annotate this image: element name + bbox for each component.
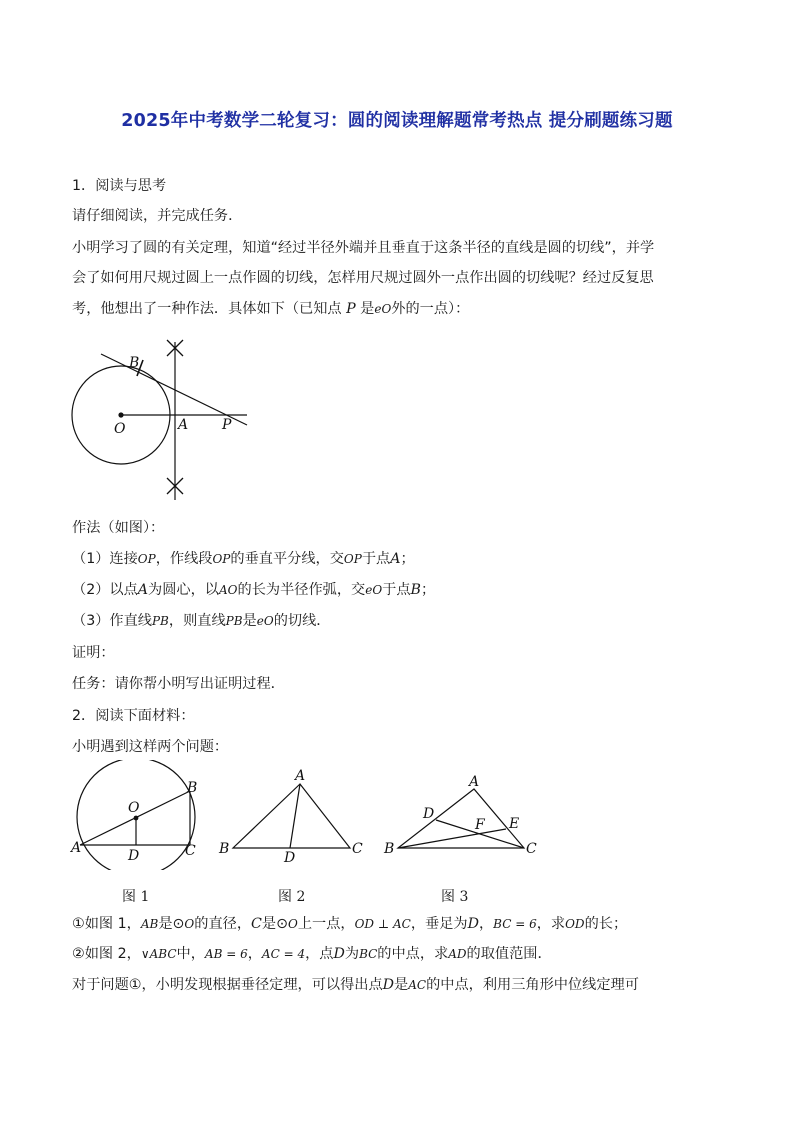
figure-2 <box>218 768 363 866</box>
caption-figure-2: 图 2 <box>278 889 306 905</box>
fig1-label-b: B <box>187 780 198 796</box>
fig1-label-o: O <box>128 800 140 816</box>
problem-1: ①如图 1，AB是⊙O的直径，C是⊙O上一点，OD ⊥ AC，垂足为D，BC = 6，求OD的长； <box>72 916 628 932</box>
fig3-label-f: F <box>475 817 485 833</box>
fig3-label-e: E <box>509 816 520 832</box>
q1-paragraph-line-3: 考，他想出了一种作法．具体如下（已知点 P 是eO外的一点）： <box>72 301 470 317</box>
fig1-label-a: A <box>71 840 82 856</box>
q1-paragraph-line-2: 会了如何用尺规过圆上一点作圆的切线，怎样用尺规过圆外一点作出圆的切线呢？经过反复思 <box>72 270 654 286</box>
fig3-triangle-abc <box>398 789 524 848</box>
caption-figure-3: 图 3 <box>441 889 469 905</box>
figure-1 <box>69 760 197 870</box>
q1-paragraph-line-1: 小明学习了圆的有关定理，知道“经过半径外端并且垂直于这条半径的直线是圆的切线”，并学 <box>72 240 655 256</box>
q1-intro: 请仔细阅读，并完成任务． <box>72 208 243 224</box>
fig1-center-o <box>134 816 139 821</box>
fig2-median-ad <box>290 784 300 848</box>
fig3-label-a: A <box>469 774 480 790</box>
proof-label: 证明： <box>72 645 115 661</box>
fig2-label-a: A <box>295 768 306 784</box>
label-a: A <box>178 417 189 433</box>
step-2: （2）以点A为圆心，以AO的长为半径作弧，交eO于点B； <box>72 582 436 598</box>
caption-figure-1: 图 1 <box>122 889 150 905</box>
step-1: （1）连接OP，作线段OP的垂直平分线，交OP于点A； <box>72 551 415 567</box>
label-o: O <box>114 421 126 437</box>
problem-2: ②如图 2，∨ABC中，AB = 6，AC = 4，点D为BC的中点，求AD的取值范围． <box>72 946 552 962</box>
center-point-o <box>118 412 123 417</box>
figures-row <box>60 760 560 870</box>
fig1-label-d: D <box>128 848 140 864</box>
fig3-segment-be <box>398 829 506 848</box>
figure-3 <box>383 774 537 857</box>
fig3-label-d: D <box>423 806 435 822</box>
label-p: P <box>222 417 232 433</box>
label-b: B <box>129 355 140 371</box>
fig2-label-c: C <box>352 841 363 857</box>
fig2-label-b: B <box>219 841 230 857</box>
fig3-label-b: B <box>384 841 395 857</box>
method-heading: 作法（如图）： <box>72 520 165 536</box>
step-3: （3）作直线PB，则直线PB是eO的切线． <box>72 613 331 629</box>
q2-intro: 小明遇到这样两个问题： <box>72 739 229 755</box>
task-text: 任务：请你帮小明写出证明过程． <box>72 676 285 692</box>
q2-heading: 2．阅读下面材料： <box>72 708 195 724</box>
problem-1-analysis: 对于问题①，小明发现根据垂径定理，可以得出点D是AC的中点，利用三角形中位线定理可 <box>72 977 639 993</box>
fig2-label-d: D <box>284 850 296 866</box>
figure-tangent-construction <box>60 330 260 510</box>
fig3-label-c: C <box>526 841 537 857</box>
q1-heading: 1．阅读与思考 <box>72 178 167 194</box>
fig1-label-c: C <box>185 843 196 859</box>
page-title: 2025年中考数学二轮复习：圆的阅读理解题常考热点 提分刷题练习题 <box>121 111 673 131</box>
